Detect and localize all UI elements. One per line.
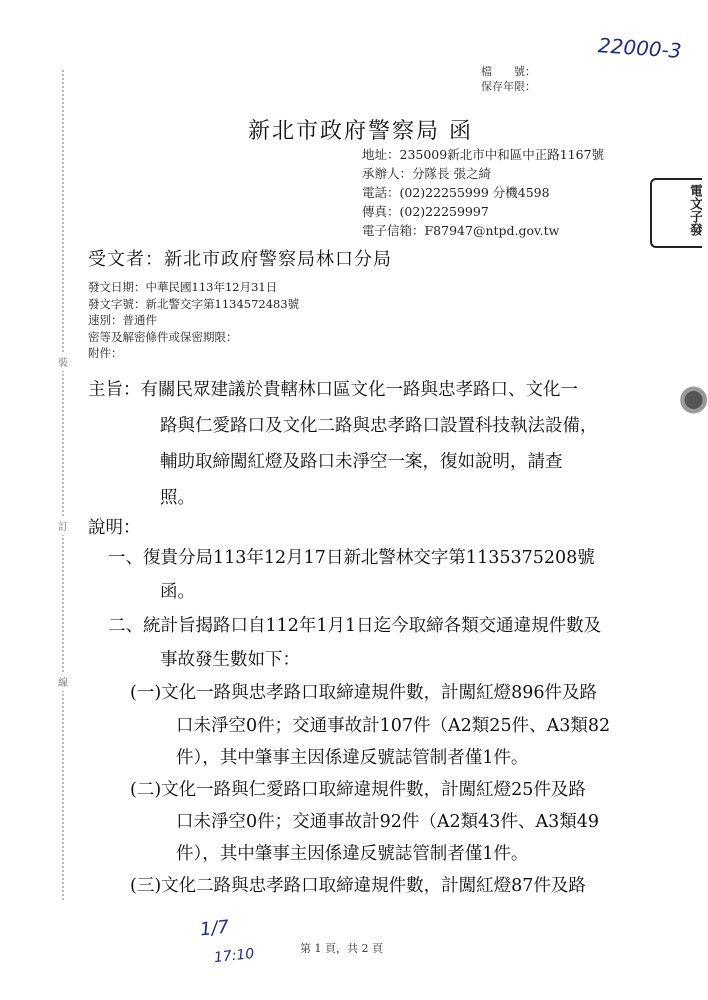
subject-line-2: 路與仁愛路口及文化二路與忠孝路口設置科技執法設備， — [160, 416, 598, 436]
handwritten-date: 1/7 — [198, 916, 230, 941]
sub-item-1-line-3: 件），其中肇事主因係違反號誌管制者僅1件。 — [176, 748, 529, 768]
retention-period-label: 保存年限： — [481, 80, 536, 93]
sub-item-2-line-1: (二)文化一路與仁愛路口取締違規件數，計闖紅燈25件及路 — [130, 780, 586, 800]
sub-item-1-line-1: (一)文化一路與忠孝路口取締違規件數，計闖紅燈896件及路 — [130, 683, 598, 703]
contact-fax: 傳真：(02)22259997 — [362, 204, 489, 219]
document-number: 發文字號：新北警交字第1134572483號 — [88, 296, 300, 311]
page-number: 第 1 頁，共 2 頁 — [300, 942, 383, 955]
ink-blot — [672, 380, 708, 420]
handwritten-file-number: 22000-3 — [597, 33, 683, 63]
explanation-item-1-line-1: 一、復貴分局113年12月17日新北警林交字第1135375208號 — [108, 548, 595, 568]
binding-dotted-line — [62, 70, 64, 900]
explanation-item-1-line-2: 函。 — [160, 582, 195, 602]
subject-line-1: 主旨：有關民眾建議於貴轄林口區文化一路與忠孝路口、文化一 — [88, 380, 578, 400]
subject-line-4: 照。 — [160, 488, 195, 508]
contact-phone: 電話：(02)22255999 分機4598 — [362, 185, 550, 200]
contact-address: 地址：235009新北市中和區中正路1167號 — [362, 147, 605, 162]
handwritten-time: 17:10 — [213, 945, 256, 967]
explanation-item-2-line-2: 事故發生數如下： — [160, 650, 300, 670]
contact-email: 電子信箱：F87947@ntpd.gov.tw — [362, 223, 560, 238]
urgency: 速別：普通件 — [88, 313, 157, 327]
sub-item-2-line-2: 口未淨空0件；交通事故計92件（A2類43件、A3類49 — [176, 812, 599, 832]
meta-block — [88, 279, 299, 362]
contact-block — [362, 145, 604, 240]
explanation-item-2-line-1: 二、統計旨揭路口自112年1月1日迄今取締各類交通違規件數及 — [108, 616, 602, 636]
explanation-heading: 說明： — [88, 518, 141, 538]
margin-mark-line: 線 — [58, 672, 68, 691]
document-title: 新北市政府警察局 函 — [248, 119, 473, 144]
file-number-label: 檔 號： — [481, 65, 536, 78]
sub-item-1-line-2: 口未淨空0件；交通事故計107件（A2類25件、A3類82 — [176, 716, 611, 736]
attachments: 附件： — [88, 346, 123, 360]
recipient-line: 受文者：新北市政府警察局林口分局 — [88, 249, 392, 270]
margin-mark-bind: 裝 — [58, 352, 68, 371]
classification: 密等及解密條件或保密期限： — [88, 329, 238, 344]
issue-date: 發文日期：中華民國113年12月31日 — [88, 280, 278, 294]
electronic-dispatch-stamp: 電文子發 — [650, 178, 702, 248]
subject-line-3: 輔助取締闖紅燈及路口未淨空一案，復如說明，請查 — [160, 452, 563, 472]
margin-mark-staple: 訂 — [58, 516, 68, 535]
contact-officer: 承辦人：分隊長 張之綺 — [362, 166, 491, 181]
sub-item-3-line-1: (三)文化二路與忠孝路口取締違規件數，計闖紅燈87件及路 — [130, 876, 586, 896]
sub-item-2-line-3: 件），其中肇事主因係違反號誌管制者僅1件。 — [176, 844, 529, 864]
